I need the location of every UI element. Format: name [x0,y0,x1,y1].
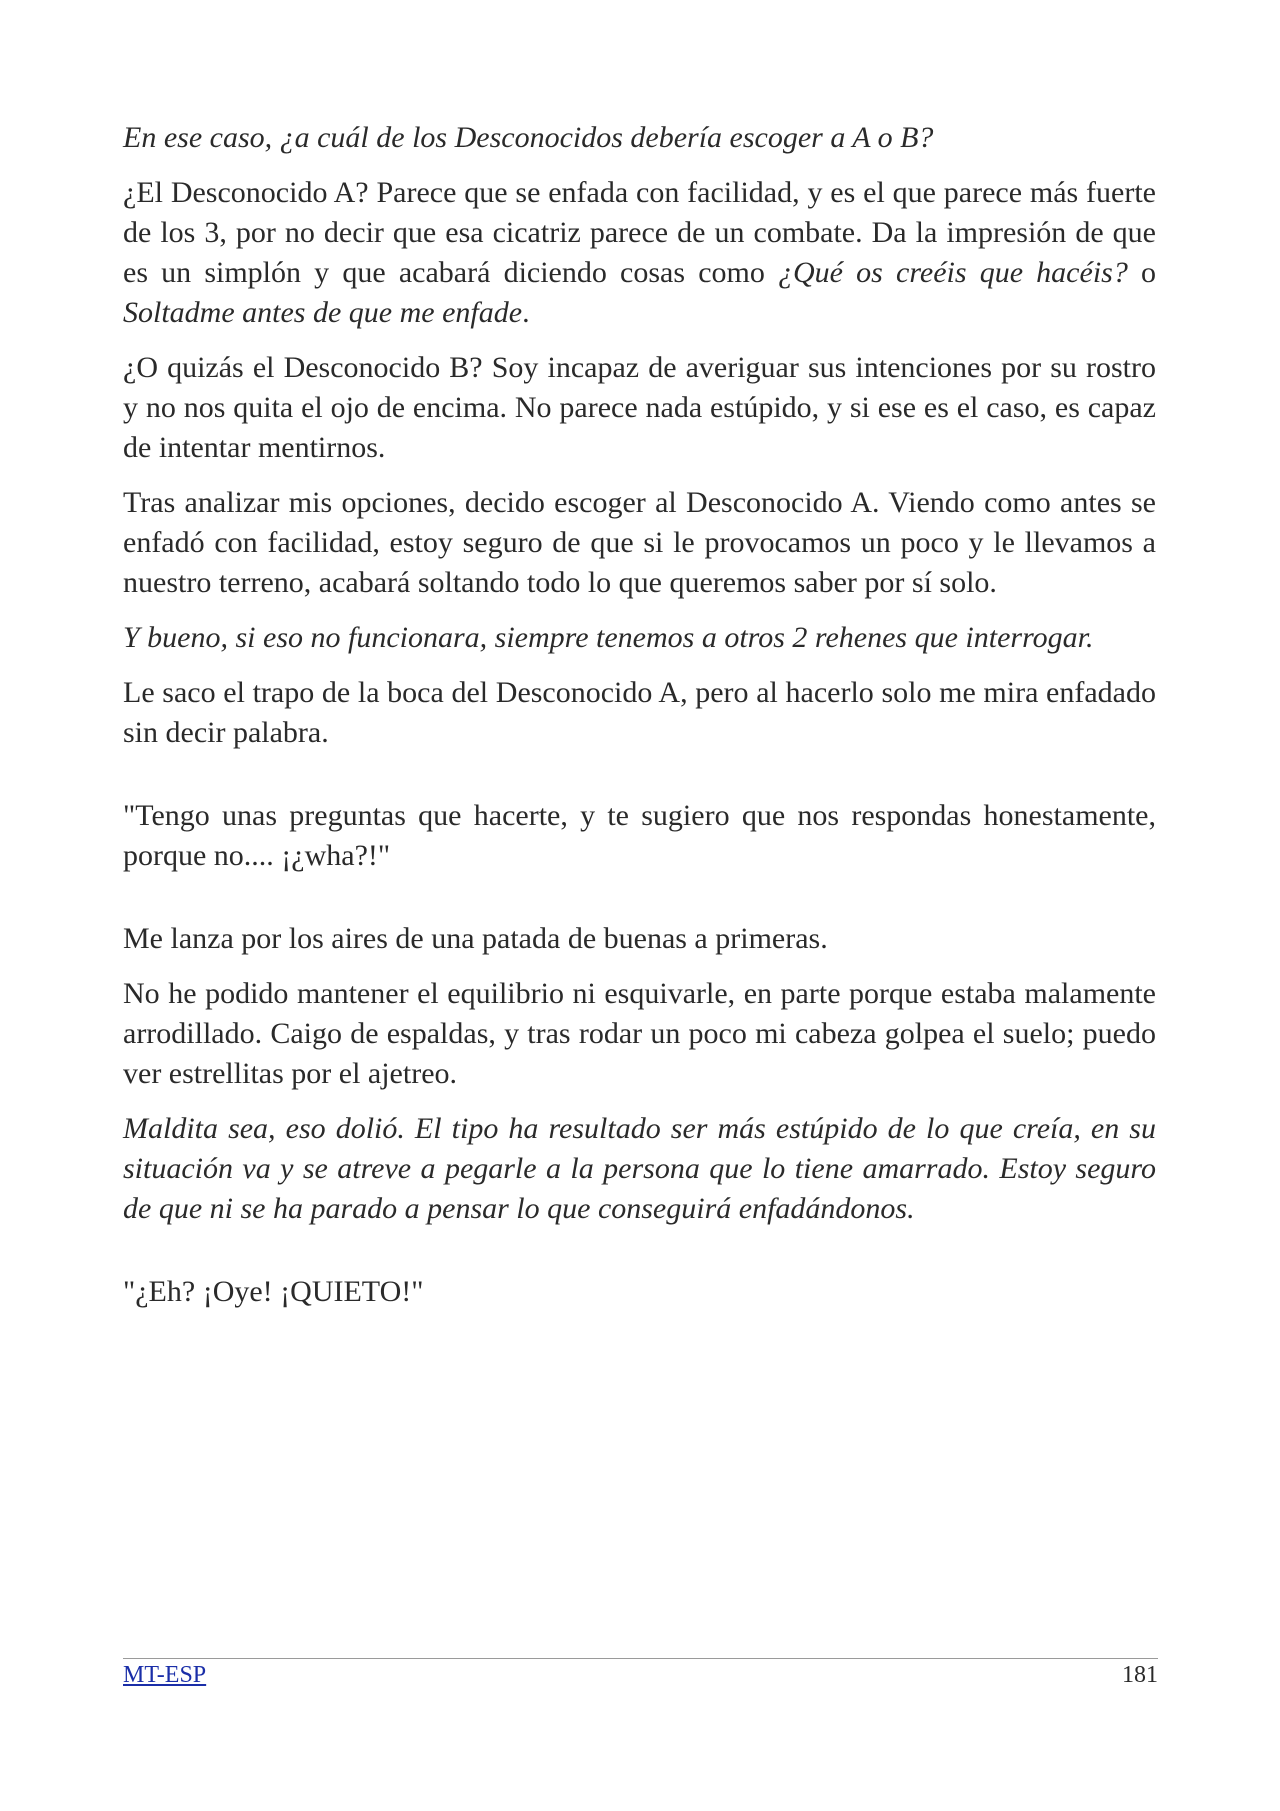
paragraph-thought-5: Y bueno, si eso no funcionara, siempre tenemos a otros 2 rehenes que interrogar. [123,621,1094,654]
paragraph-dialogue-11: "¿Eh? ¡Oye! ¡QUIETO!" [123,1275,424,1308]
paragraph-2-quote-2: Soltadme antes de que me enfade [123,296,523,329]
paragraph-2 [123,173,1156,333]
page-number: 181 [1122,1662,1158,1688]
paragraph-6: Le saco el trapo de la boca del Desconocido A, pero al hacerlo solo me mira enfadado sin decir palabra. [123,676,1156,749]
paragraph-dialogue-7: "Tengo unas preguntas que hacerte, y te sugiero que nos respondas honestamente, porque no.... ¡¿wha?!" [123,799,1156,872]
page-body [123,118,1156,1327]
paragraph-2-text-c: o [1127,256,1156,289]
paragraph-thought-1: En ese caso, ¿a cuál de los Desconocidos debería escoger a A o B? [123,121,934,154]
footer-divider [123,1658,1158,1659]
paragraph-2-text-a: ¿El Desconocido A? Parece que se enfada con facilidad, y es el que parece más fuerte de los 3, por no decir que esa cicatriz parece de un combate. Da la impresión de que es un simplón y que acabará diciendo cosas como [123,176,1156,289]
footer-source-link[interactable]: MT-ESP [123,1662,207,1688]
paragraph-8: Me lanza por los aires de una patada de buenas a primeras. [123,922,828,955]
paragraph-2-text-e: . [522,296,530,329]
paragraph-4: Tras analizar mis opciones, decido escoger al Desconocido A. Viendo como antes se enfadó con facilidad, estoy seguro de que si le provocamos un poco y le llevamos a nuestro terreno, acabará soltando todo lo que queremos saber por sí solo. [123,486,1156,599]
paragraph-9: No he podido mantener el equilibrio ni esquivarle, en parte porque estaba malamente arrodillado. Caigo de espaldas, y tras rodar un poco mi cabeza golpea el suelo; puedo ver estrellitas por el ajetreo. [123,977,1156,1090]
paragraph-thought-10: Maldita sea, eso dolió. El tipo ha resultado ser más estúpido de lo que creía, en su situación va y se atreve a pegarle a la persona que lo tiene amarrado. Estoy seguro de que ni se ha parado a pensar lo que conseguirá enfadándonos. [123,1112,1156,1225]
paragraph-2-quote-1: ¿Qué os creéis que hacéis? [778,256,1128,289]
paragraph-3: ¿O quizás el Desconocido B? Soy incapaz de averiguar sus intenciones por su rostro y no nos quita el ojo de encima. No parece nada estúpido, y si ese es el caso, es capaz de intentar mentirnos. [123,351,1156,464]
